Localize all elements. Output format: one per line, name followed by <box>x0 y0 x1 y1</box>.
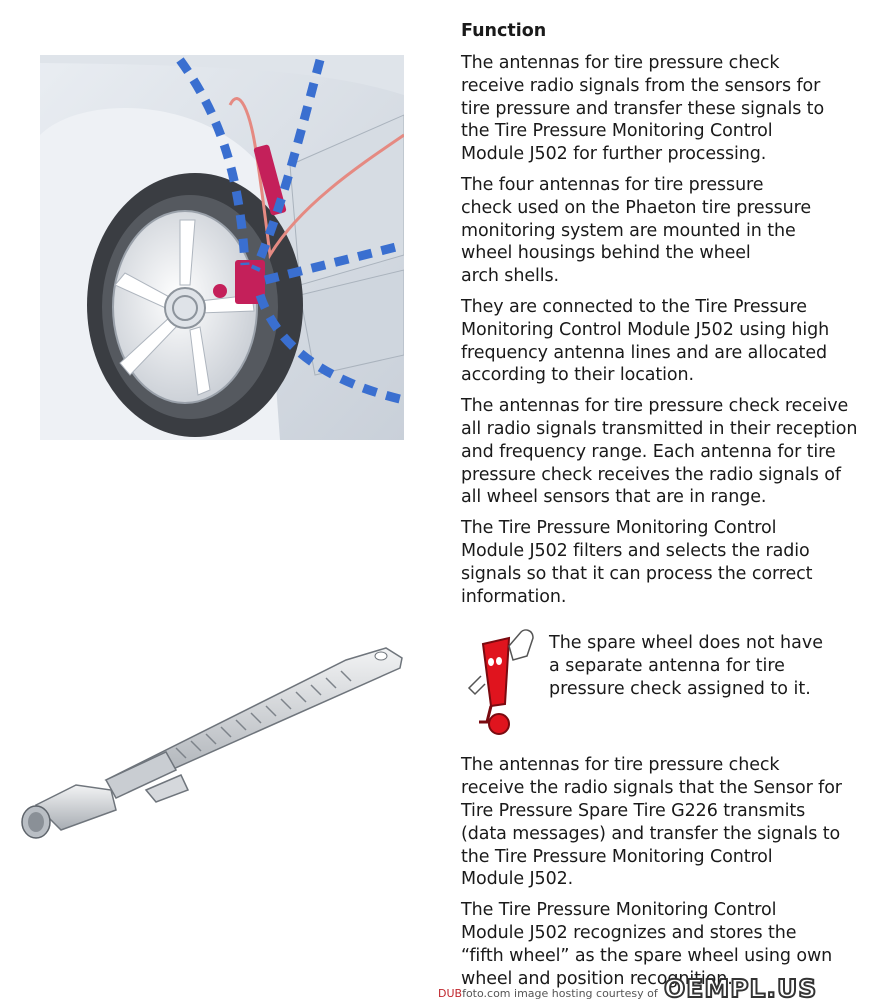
wheel-antenna-illustration <box>40 55 404 440</box>
paragraph-7: The Tire Pressure Monitoring Control Module J502 recognizes and stores the “fifth wheel” as the spare wheel using own wheel and position recognition. <box>461 900 833 989</box>
hosting-credit-text: foto.com image hosting courtesy of <box>462 987 658 1000</box>
hosting-footer <box>438 972 868 1002</box>
antenna-part-illustration <box>16 640 408 845</box>
oemplus-logo[interactable]: OEMPL.US <box>664 974 818 1003</box>
paragraph-1: The antennas for tire pressure check receive radio signals from the sensors for tire pressure and transfer these signals to the Tire Pressure Monitoring Control Module J502 for further processing. <box>461 53 825 165</box>
paragraph-2: The four antennas for tire pressure check used on the Phaeton tire pressure monitoring system are mounted in the wheel housings behind the wheel arch shells. <box>461 174 811 287</box>
text-column <box>461 20 861 998</box>
paragraph-6: The antennas for tire pressure check receive the radio signals that the Sensor for Tire Pressure Spare Tire G226 transmits (data messages) and transfer the signals to the Tire Pressure Monitoring Control Module J502. <box>461 755 842 890</box>
warning-exclamation-icon <box>461 626 539 738</box>
hosting-credit <box>438 987 658 1000</box>
note-text: The spare wheel does not have a separate antenna for tire pressure check assigned to it. <box>549 633 823 699</box>
section-heading: Function <box>461 21 547 41</box>
hosting-brand: DUB <box>438 987 463 1000</box>
paragraph-5: The Tire Pressure Monitoring Control Module J502 filters and selects the radio signals so that it can process the correct information. <box>461 518 813 607</box>
paragraph-3: They are connected to the Tire Pressure Monitoring Control Module J502 using high frequency antenna lines and are allocated according to their location. <box>461 296 830 386</box>
paragraph-4: The antennas for tire pressure check receive all radio signals transmitted in their reception and frequency range. Each antenna for tire pressure check receives the radio signals of all wheel sensors that are in range. <box>461 396 858 508</box>
note-box <box>461 626 861 736</box>
